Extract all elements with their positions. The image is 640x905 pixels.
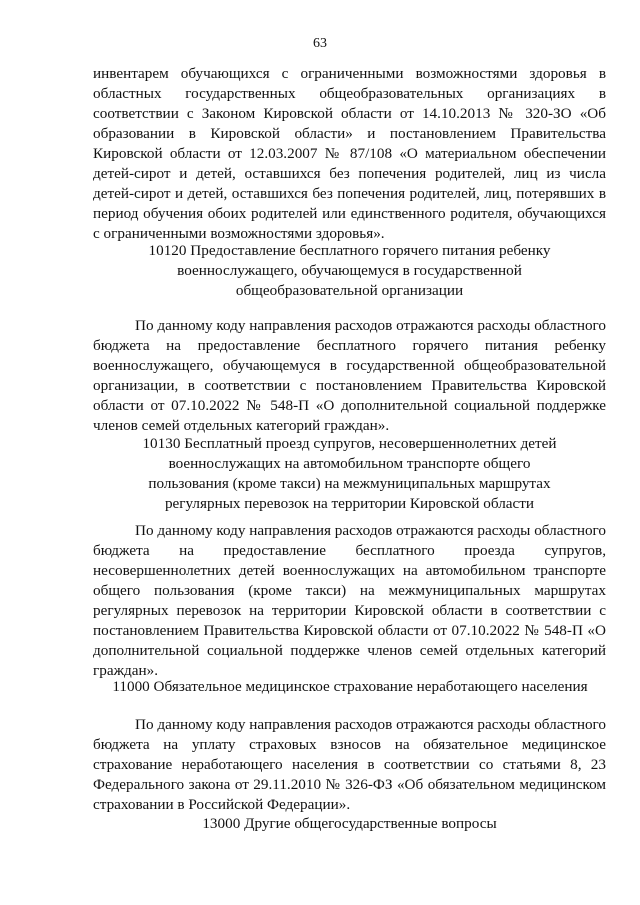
heading-line: 10130 Бесплатный проезд супругов, несовершеннолетних детей: [142, 435, 557, 452]
paragraph-text: По данному коду направления расходов отражаются расходы областного бюджета на предоставление бесплатного проезда супругов, несовершеннолетних детей военнослужащих на автомобильном транспорте общего пользования (кроме такси) на межмуниципальных маршрутах регулярных перевозок на территории Кировской области в соответствии с постановлением Правительства Кировской области от 07.10.2022 № 548-П «О дополнительной социальной поддержке членов семей отдельных категорий граждан».: [93, 522, 606, 679]
heading-line: 10120 Предоставление бесплатного горячего питания ребенку: [148, 242, 551, 259]
heading-13000: [93, 814, 606, 834]
paragraph-2: [93, 316, 606, 436]
page-number: 63: [313, 36, 327, 51]
heading-line: регулярных перевозок на территории Кировской области: [164, 495, 535, 512]
paragraph-text: инвентарем обучающихся с ограниченными возможностями здоровья в областных государственных общеобразовательных организациях в соответствии с Законом Кировской области от 14.10.2013 № 320-ЗО «Об образовании в Кировской области» и постановлением Правительства Кировской области от 12.03.2007 № 87/108 «О материальном обеспечении детей-сирот и детей, оставшихся без попечения родителей, лиц из числа детей-сирот и детей, оставшихся без попечения родителей, лиц, потерявших в период обучения обоих родителей или единственного родителя, обучающихся с ограниченными возможностями здоровья».: [93, 65, 606, 242]
heading-11000: [60, 677, 640, 697]
paragraph-1: [93, 64, 606, 244]
paragraph-text: По данному коду направления расходов отражаются расходы областного бюджета на уплату страховых взносов на обязательное медицинское страхование неработающего населения в соответствии со статьями 8, 23 Федерального закона от 29.11.2010 № 326-ФЗ «Об обязательном медицинском страховании в Российской Федерации».: [93, 716, 606, 813]
heading-line: военнослужащих на автомобильном транспорте общего: [168, 455, 531, 472]
paragraph-4: [93, 715, 606, 815]
paragraph-3: [93, 521, 606, 681]
heading-line: 13000 Другие общегосударственные вопросы: [202, 815, 497, 832]
heading-10130: [93, 434, 606, 514]
heading-line: пользования (кроме такси) на межмуниципальных маршрутах: [148, 475, 551, 492]
heading-line: общеобразовательной организации: [235, 282, 464, 299]
heading-line: военнослужащего, обучающемуся в государственной: [177, 262, 522, 279]
paragraph-text: По данному коду направления расходов отражаются расходы областного бюджета на предоставление бесплатного горячего питания ребенку военнослужащего, обучающемуся в государственной общеобразовательной организации, в соответствии с постановлением Правительства Кировской области от 07.10.2022 № 548-П «О дополнительной социальной поддержке членов семей отдельных категорий граждан».: [93, 317, 606, 434]
heading-line: 11000 Обязательное медицинское страхование неработающего населения: [112, 678, 588, 695]
heading-10120: [93, 241, 606, 301]
